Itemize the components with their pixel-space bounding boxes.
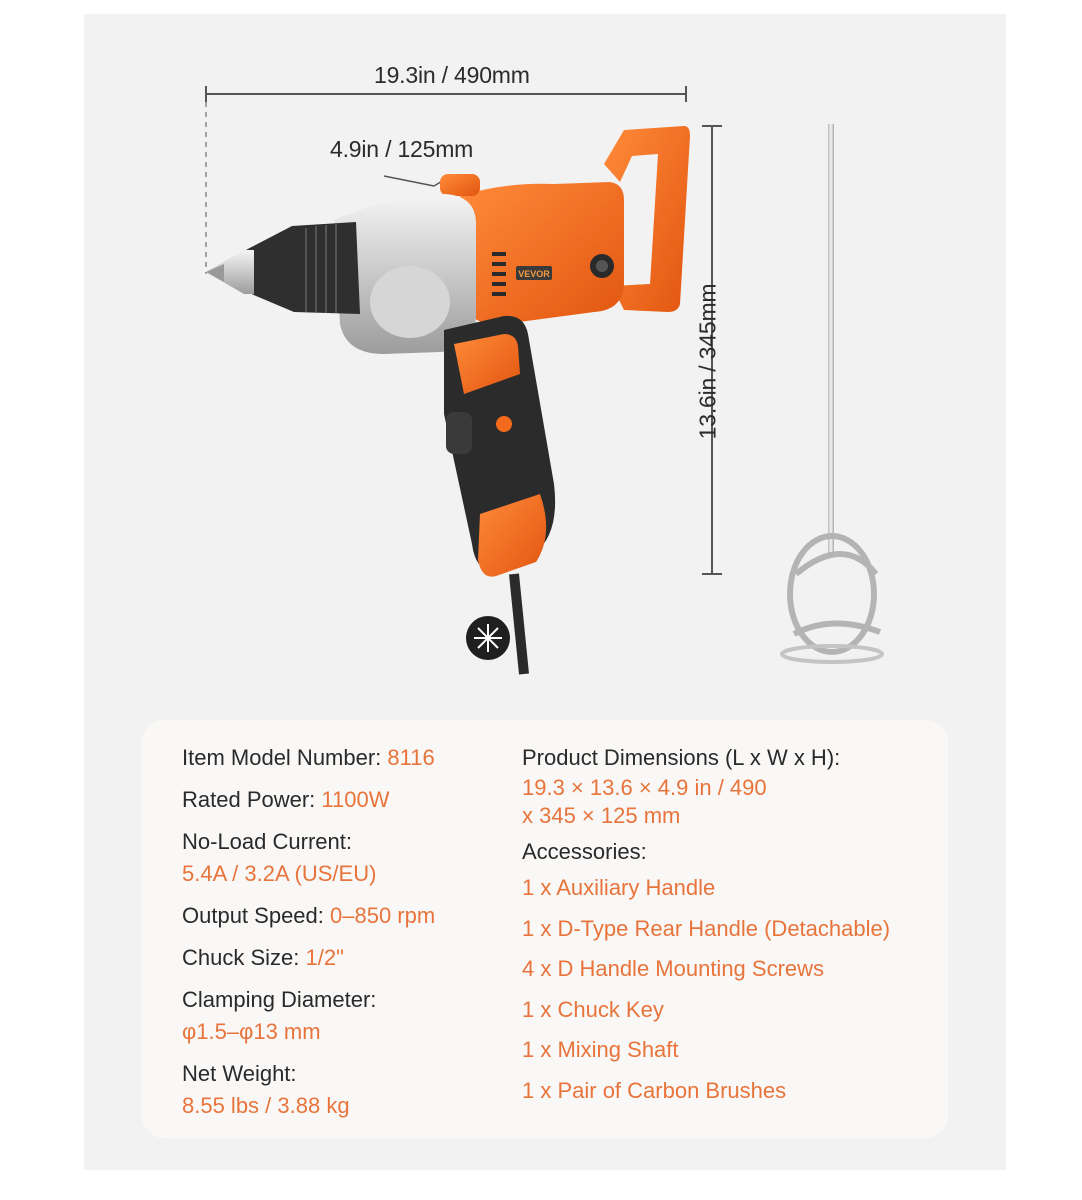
width-dimension-label: 4.9in / 125mm bbox=[330, 136, 474, 162]
spec-accessories bbox=[522, 836, 942, 1111]
specifications-panel bbox=[142, 720, 948, 1138]
spec-clamping bbox=[182, 984, 512, 1048]
spec-speed bbox=[182, 900, 512, 932]
spec-speed-label: Output Speed: bbox=[182, 903, 324, 928]
spec-model-value: 8116 bbox=[387, 745, 435, 770]
accessory-item: 4 x D Handle Mounting Screws bbox=[522, 956, 825, 981]
spec-current-label: No-Load Current: bbox=[182, 829, 352, 854]
spec-dimensions-value-line1: 19.3 × 13.6 × 4.9 in / 490 bbox=[522, 775, 767, 800]
spec-dimensions bbox=[522, 742, 942, 830]
spec-power-value: 1100W bbox=[321, 787, 390, 812]
accessory-item: 1 x Pair of Carbon Brushes bbox=[522, 1077, 787, 1103]
spec-chuck bbox=[182, 942, 512, 974]
width-dimension-line bbox=[384, 176, 444, 186]
spec-clamping-value: φ1.5–φ13 mm bbox=[182, 1019, 321, 1044]
drill-illustration bbox=[84, 14, 1006, 714]
accessory-item: 1 x D-Type Rear Handle (Detachable) bbox=[522, 915, 891, 941]
product-card bbox=[84, 14, 1006, 1170]
spec-current-value: 5.4A / 3.2A (US/EU) bbox=[182, 861, 377, 886]
specs-left-column bbox=[182, 742, 512, 1132]
spec-dimensions-value-line2: x 345 × 125 mm bbox=[522, 803, 681, 828]
accessory-item: 1 x Chuck Key bbox=[522, 996, 664, 1022]
height-dimension-label: 13.6in / 345mm bbox=[694, 283, 721, 440]
spec-chuck-label: Chuck Size: bbox=[182, 945, 300, 970]
spec-power-label: Rated Power: bbox=[182, 787, 316, 812]
spec-weight-label: Net Weight: bbox=[182, 1061, 297, 1086]
spec-model-label: Item Model Number: bbox=[182, 745, 382, 770]
accessory-item: 1 x Mixing Shaft bbox=[522, 1037, 679, 1062]
length-dimension-label: 19.3in / 490mm bbox=[374, 62, 530, 88]
spec-current bbox=[182, 826, 512, 890]
accessory-item: 1 x Auxiliary Handle bbox=[522, 875, 716, 900]
spec-dimensions-label: Product Dimensions (L x W x H): bbox=[522, 745, 841, 770]
accessories-list bbox=[522, 868, 942, 1111]
spec-weight-value: 8.55 lbs / 3.88 kg bbox=[182, 1093, 350, 1118]
spec-weight bbox=[182, 1058, 512, 1122]
spec-model bbox=[182, 742, 512, 774]
spec-accessories-label: Accessories: bbox=[522, 839, 647, 864]
spec-speed-value: 0–850 rpm bbox=[330, 903, 436, 928]
spec-chuck-value: 1/2" bbox=[305, 945, 344, 970]
spec-clamping-label: Clamping Diameter: bbox=[182, 987, 377, 1012]
product-image-area bbox=[84, 14, 1006, 714]
spec-power bbox=[182, 784, 512, 816]
brand-badge: VEVOR bbox=[518, 269, 550, 279]
specs-right-column bbox=[522, 742, 942, 1121]
